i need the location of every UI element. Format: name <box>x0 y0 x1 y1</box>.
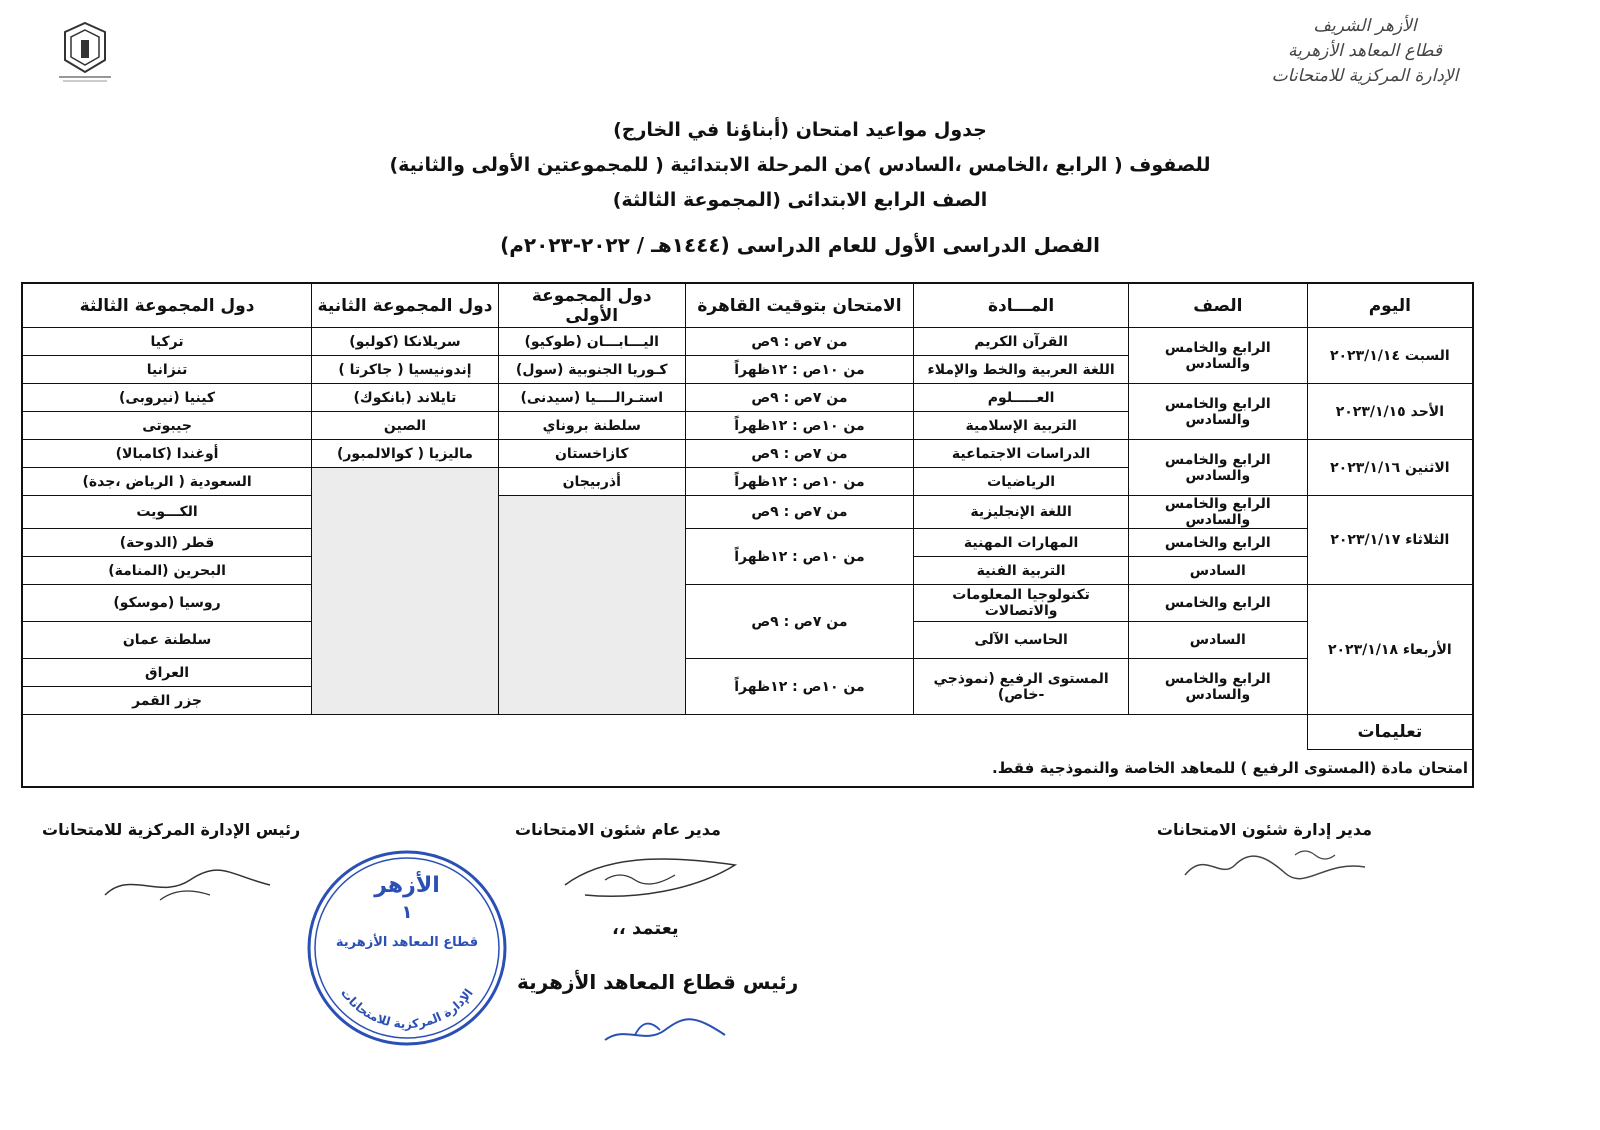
time-cell: من ٧ص : ٩ص <box>685 328 914 356</box>
notes-text-row <box>22 750 1473 788</box>
subject-cell: الرياضيات <box>914 468 1129 496</box>
handwritten-signature-center-icon <box>545 845 745 905</box>
time-cell: من ٧ص : ٩ص <box>685 440 914 468</box>
subject-cell: العـــــلوم <box>914 384 1129 412</box>
group3-cell: تركيا <box>22 328 312 356</box>
group3-cell: الكـــويت <box>22 496 312 529</box>
day-cell: الأحد ٢٠٢٣/١/١٥ <box>1307 384 1473 440</box>
table-row <box>22 496 1473 529</box>
header-time: الامتحان بتوقيت القاهرة <box>685 283 914 328</box>
subject-cell: التربية الإسلامية <box>914 412 1129 440</box>
title-line-3: الصف الرابع الابتدائى (المجموعة الثالثة) <box>612 189 988 211</box>
subject-cell: الحاسب الآلى <box>914 622 1129 659</box>
day-cell: الثلاثاء ٢٠٢٣/١/١٧ <box>1307 496 1473 585</box>
time-cell: من ٧ص : ٩ص <box>685 585 914 659</box>
group2-cell: ماليزيا ( كوالالمبور) <box>312 440 499 468</box>
handwritten-signature-head-icon <box>595 1005 735 1050</box>
table-row <box>22 440 1473 468</box>
header-group2: دول المجموعة الثانية <box>312 283 499 328</box>
time-cell: من ١٠ص : ١٢ظهراً <box>685 659 914 715</box>
group3-cell: العراق <box>22 659 312 687</box>
time-cell: من ٧ص : ٩ص <box>685 496 914 529</box>
group1-cell: أذربيجان <box>498 468 685 496</box>
day-cell: الأربعاء ٢٠٢٣/١/١٨ <box>1307 585 1473 715</box>
day-cell: السبت ٢٠٢٣/١/١٤ <box>1307 328 1473 384</box>
signature-title-right: مدير إدارة شئون الامتحانات <box>1156 820 1372 839</box>
header-subject: المـــادة <box>914 283 1129 328</box>
group3-cell: قطر (الدوحة) <box>22 529 312 557</box>
group1-empty-cell <box>498 496 685 715</box>
notes-row <box>22 715 1473 750</box>
signature-title-left: رئيس الإدارة المركزية للامتحانات <box>42 820 301 839</box>
subject-cell: المستوى الرفيع (نموذجي -خاص) <box>914 659 1129 715</box>
group3-cell: سلطنة عمان <box>22 622 312 659</box>
group2-cell: إندونيسيا ( جاكرتا ) <box>312 356 499 384</box>
title-line-2: للصفوف ( الرابع ،الخامس ،السادس )من المرحلة الابتدائية ( للمجموعتين الأولى والثانية) <box>389 154 1211 176</box>
grade-cell: الرابع والخامس <box>1128 529 1307 557</box>
group2-cell: سريلانكا (كولبو) <box>312 328 499 356</box>
time-cell: من ١٠ص : ١٢ظهراً <box>685 529 914 585</box>
notes-label: تعليمات <box>1307 715 1473 750</box>
letterhead-line: قطاع المعاهد الأزهرية <box>1287 41 1443 61</box>
table-row <box>22 529 1473 557</box>
subject-cell: المهارات المهنية <box>914 529 1129 557</box>
table-row <box>22 384 1473 412</box>
subject-cell: القرآن الكريم <box>914 328 1129 356</box>
approval-label: يعتمد ،، <box>612 918 679 939</box>
time-cell: من ١٠ص : ١٢ظهراً <box>685 356 914 384</box>
subject-cell: تكنولوجيا المعلومات والاتصالات <box>914 585 1129 622</box>
group3-cell: تنزانيا <box>22 356 312 384</box>
letterhead-line: الإدارة المركزية للامتحانات <box>1271 66 1459 86</box>
notes-text: امتحان مادة (المستوى الرفيع ) للمعاهد الخاصة والنموذجية فقط. <box>22 750 1473 788</box>
group3-cell: السعودية ( الرياض ،جدة) <box>22 468 312 496</box>
subject-cell: الدراسات الاجتماعية <box>914 440 1129 468</box>
group1-cell: استـرالــــيا (سيدنى) <box>498 384 685 412</box>
time-cell: من ١٠ص : ١٢ظهراً <box>685 468 914 496</box>
group2-cell: الصين <box>312 412 499 440</box>
table-row <box>22 328 1473 356</box>
header-group1: دول المجموعة الأولى <box>498 283 685 328</box>
stamp-inner-text: قطاع المعاهد الأزهرية <box>335 935 479 950</box>
time-cell: من ١٠ص : ١٢ظهراً <box>685 412 914 440</box>
group2-cell: تايلاند (بانكوك) <box>312 384 499 412</box>
official-stamp-icon <box>305 848 510 1048</box>
exam-schedule-table <box>21 282 1474 788</box>
header-group3: دول المجموعة الثالثة <box>22 283 312 328</box>
signature-title-center: مدير عام شئون الامتحانات <box>515 820 721 839</box>
letterhead <box>1260 14 1470 89</box>
subject-cell: اللغة العربية والخط والإملاء <box>914 356 1129 384</box>
stamp-top-text: الأزهر <box>374 873 440 898</box>
handwritten-signature-left-icon <box>100 860 280 910</box>
group1-cell: كازاخستان <box>498 440 685 468</box>
grade-cell: السادس <box>1128 557 1307 585</box>
header-grade: الصف <box>1128 283 1307 328</box>
letterhead-line: الأزهر الشريف <box>1313 16 1417 36</box>
stamp-ring-text: الإدارة المركزية للامتحانات <box>338 985 476 1032</box>
group1-cell: سلطنة بروناي <box>498 412 685 440</box>
handwritten-signature-right-icon <box>1175 845 1375 885</box>
subject-cell: اللغة الإنجليزية <box>914 496 1129 529</box>
header-day: اليوم <box>1307 283 1473 328</box>
title-line-4: الفصل الدراسى الأول للعام الدراسى (١٤٤٤هـ / ٢٠٢٢-٢٠٢٣م) <box>500 233 1100 257</box>
grade-cell: الرابع والخامس والسادس <box>1128 659 1307 715</box>
group1-cell: كـوريا الجنوبية (سول) <box>498 356 685 384</box>
time-cell: من ٧ص : ٩ص <box>685 384 914 412</box>
grade-cell: الرابع والخامس <box>1128 585 1307 622</box>
notes-blank <box>22 715 1307 750</box>
stamp-number: ١ <box>401 902 413 923</box>
title-line-1: جدول مواعيد امتحان (أبناؤنا في الخارج) <box>613 119 987 141</box>
subject-cell: التربية الفنية <box>914 557 1129 585</box>
group2-empty-cell <box>312 468 499 715</box>
document-titles <box>0 113 1600 263</box>
azhar-logo-icon <box>55 20 115 82</box>
grade-cell: السادس <box>1128 622 1307 659</box>
grade-cell: الرابع والخامس والسادس <box>1128 440 1307 496</box>
sector-head-title: رئيس قطاع المعاهد الأزهرية <box>517 970 799 994</box>
group3-cell: كينيا (نيروبى) <box>22 384 312 412</box>
group1-cell: اليـــابـــان (طوكيو) <box>498 328 685 356</box>
group3-cell: جزر القمر <box>22 687 312 715</box>
group3-cell: البحرين (المنامة) <box>22 557 312 585</box>
table-row <box>22 659 1473 687</box>
table-header-row <box>22 283 1473 328</box>
table-row <box>22 585 1473 622</box>
group3-cell: جيبوتى <box>22 412 312 440</box>
day-cell: الاثنين ٢٠٢٣/١/١٦ <box>1307 440 1473 496</box>
group3-cell: أوغندا (كامبالا) <box>22 440 312 468</box>
group3-cell: روسيا (موسكو) <box>22 585 312 622</box>
grade-cell: الرابع والخامس والسادس <box>1128 328 1307 384</box>
grade-cell: الرابع والخامس والسادس <box>1128 496 1307 529</box>
grade-cell: الرابع والخامس والسادس <box>1128 384 1307 440</box>
